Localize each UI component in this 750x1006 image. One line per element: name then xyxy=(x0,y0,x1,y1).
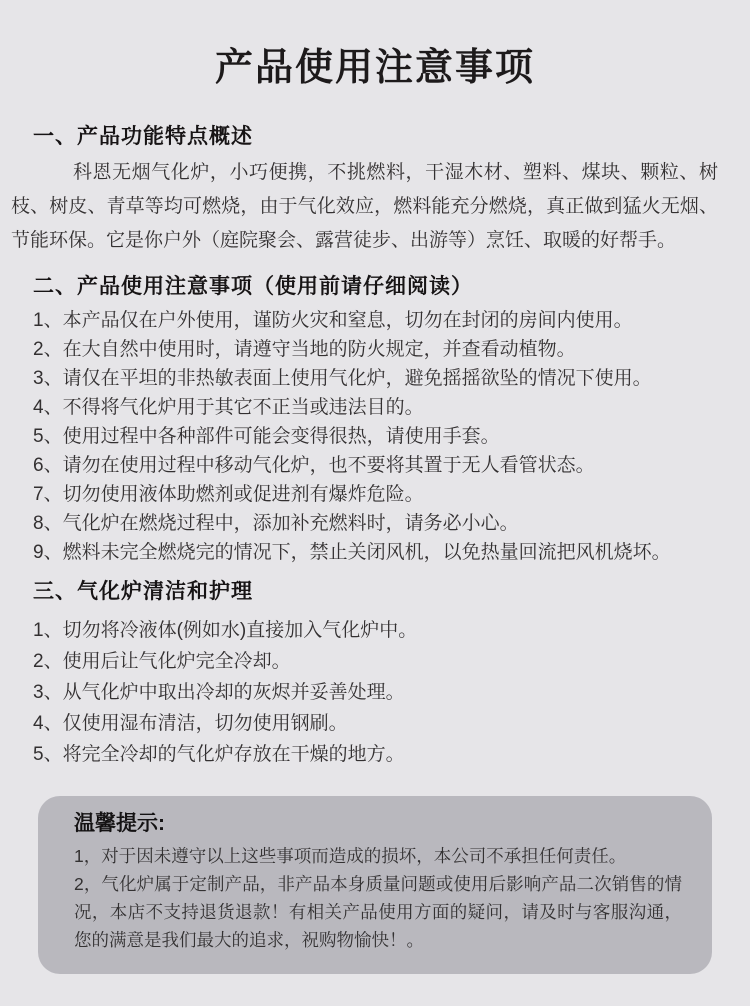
notice-item-6: 6、请勿在使用过程中移动气化炉，也不要将其置于无人看管状态。 xyxy=(33,455,595,476)
cleaning-care-list xyxy=(33,615,718,770)
care-item-4: 4、仅使用湿布清洁，切勿使用钢刷。 xyxy=(33,713,348,734)
care-item-2: 2、使用后让气化炉完全冷却。 xyxy=(33,651,291,672)
content-area xyxy=(0,124,750,770)
care-item-1: 1、切勿将冷液体(例如水)直接加入气化炉中。 xyxy=(33,620,418,641)
section-1-heading: 一、产品功能特点概述 xyxy=(33,125,253,148)
notice-item-2: 2、在大自然中使用时，请遵守当地的防火规定，并查看动植物。 xyxy=(33,339,576,360)
care-item-5: 5、将完全冷却的气化炉存放在干燥的地方。 xyxy=(33,744,405,765)
notice-item-3: 3、请仅在平坦的非热敏表面上使用气化炉，避免摇摇欲坠的情况下使用。 xyxy=(33,368,652,389)
notice-item-8: 8、气化炉在燃烧过程中，添加补充燃料时，请务必小心。 xyxy=(33,513,519,534)
section-3-heading: 三、气化炉清洁和护理 xyxy=(33,580,253,603)
tip-heading: 温馨提示: xyxy=(74,812,165,835)
usage-notice-list xyxy=(33,306,718,567)
notice-item-1: 1、本产品仅在户外使用，谨防火灾和窒息，切勿在封闭的房间内使用。 xyxy=(33,310,633,331)
tip-box xyxy=(38,796,712,974)
notice-item-7: 7、切勿使用液体助燃剂或促进剂有爆炸危险。 xyxy=(33,484,424,505)
page-title: 产品使用注意事项 xyxy=(214,47,535,89)
notice-item-5: 5、使用过程中各种部件可能会变得很热，请使用手套。 xyxy=(33,426,500,447)
notice-item-9: 9、燃料未完全燃烧完的情况下，禁止关闭风机，以免热量回流把风机烧坏。 xyxy=(33,542,671,563)
tip-list xyxy=(74,842,682,954)
tip-item-1: 1，对于因未遵守以上这些事项而造成的损坏，本公司不承担任何责任。 xyxy=(74,846,627,866)
care-item-3: 3、从气化炉中取出冷却的灰烬并妥善处理。 xyxy=(33,682,405,703)
notice-item-4: 4、不得将气化炉用于其它不正当或违法目的。 xyxy=(33,397,424,418)
tip-item-2: 2，气化炉属于定制产品，非产品本身质量问题或使用后影响产品二次销售的情况，本店不支持退货退款！有相关产品使用方面的疑问，请及时与客服沟通，您的满意是我们最大的追求，祝购物愉快！。 xyxy=(74,874,682,950)
section-2-heading: 二、产品使用注意事项（使用前请仔细阅读） xyxy=(33,275,473,298)
intro-paragraph: 科恩无烟气化炉，小巧便携，不挑燃料，干湿木材、塑料、煤块、颗粒、树枝、树皮、青草等均可燃烧，由于气化效应，燃料能充分燃烧，真正做到猛火无烟、节能环保。它是你户外（庭院聚会、露营徒步、出游等）烹饪、取暖的好帮手。 xyxy=(11,162,718,251)
